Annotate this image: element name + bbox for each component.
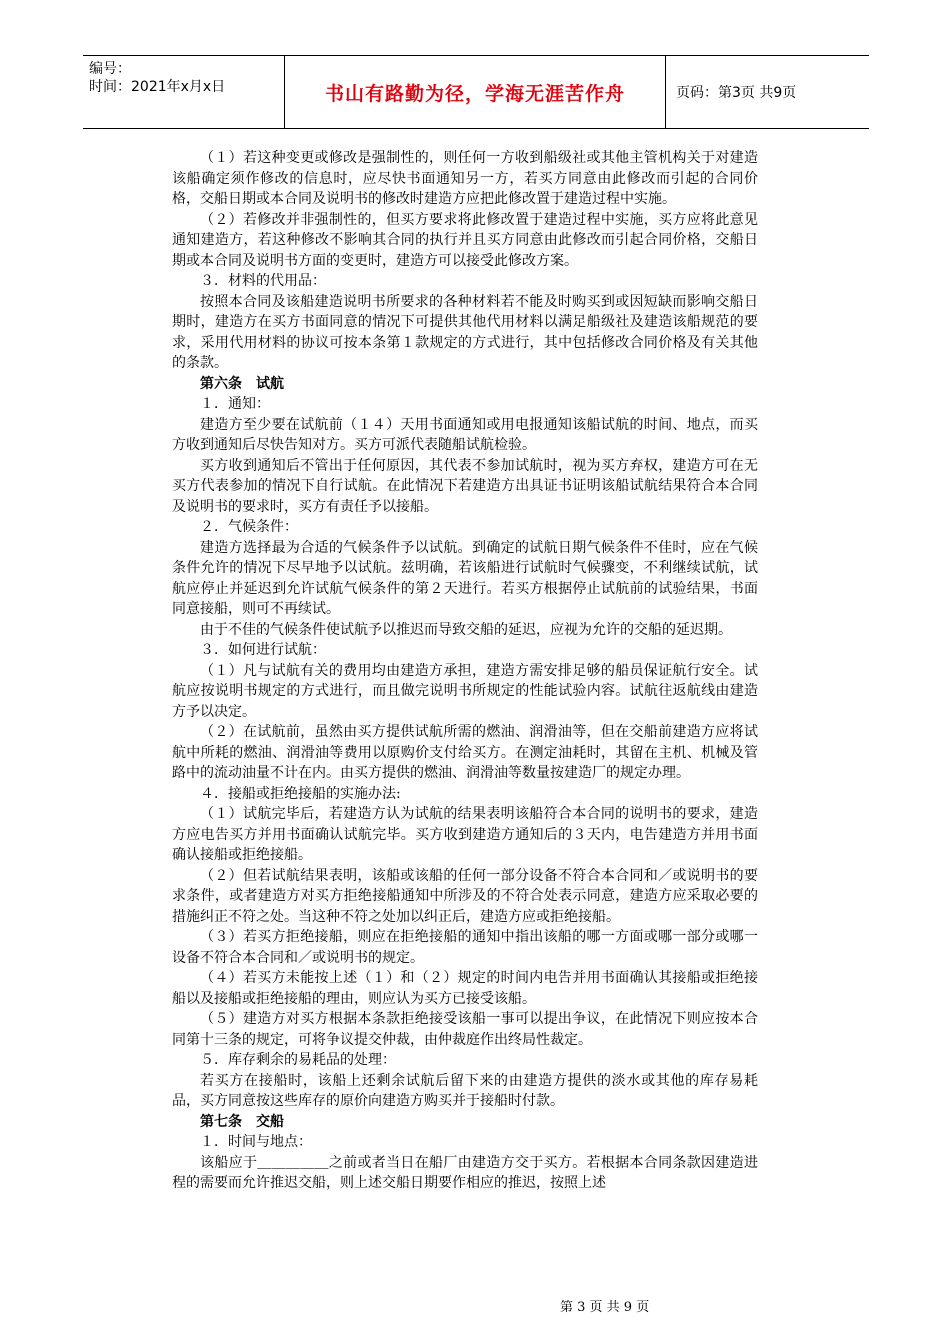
body-paragraph: ５．库存剩余的易耗品的处理： — [200, 1052, 396, 1068]
body-paragraph: 建造方选择最为合适的气候条件予以试航。到确定的试航日期气候条件不佳时，应在气候条件允许的情况下尽早地予以试航。兹明确，若该船进行试航时气候骤变，不利继续试航，试航应停止并延迟到允许试航气候条件的第２天进行。若买方根据停止试航前的试验结果，书面同意接船，则可不再续试。 — [172, 539, 758, 617]
body-paragraph: ３．如何进行试航： — [200, 642, 326, 658]
body-paragraph: （２）若修改并非强制性的，但买方要求将此修改置于建造过程中实施，买方应将此意见通知建造方，若这种修改不影响其合同的执行并且买方同意由此修改而引起合同价格，交船日期或本合同及说明书方面的变更时，建造方可以接受此修改方案。 — [172, 211, 758, 269]
body-paragraph: （１）若这种变更或修改是强制性的，则任何一方收到船级社或其他主管机构关于对建造该船确定须作修改的信息时，应尽快书面通知另一方，若买方同意由此修改而引起的合同价格，交船日期或本合同及说明书的修改时建造方应把此修改置于建造过程中实施。 — [172, 150, 758, 207]
body-paragraph: 该船应于＿＿＿＿＿之前或者当日在船厂由建造方交于买方。若根据本合同条款因建造进程的需要而允许推迟交船，则上述交船日期要作相应的推迟，按照上述 — [172, 1154, 758, 1191]
body-paragraph: （５）建造方对买方根据本条款拒绝接受该船一事可以提出争议，在此情况下则应按本合同第十三条的规定，可将争议提交仲裁，由仲裁庭作出终局性裁定。 — [172, 1011, 758, 1048]
header-meta — [83, 56, 285, 128]
header-page-info: 页码：第3页 共9页 — [676, 85, 797, 101]
body-paragraph: 由于不佳的气候条件使试航予以推迟而导致交船的延迟，应视为允许的交船的延迟期。 — [200, 621, 732, 638]
body-paragraph: ４．接船或拒绝接船的实施办法: — [200, 785, 401, 802]
body-paragraph: 建造方至少要在试航前（１４）天用书面通知或用电报通知该船试航的时间、地点，而买方收到通知后尽快告知对方。买方可派代表随船试航检验。 — [172, 416, 758, 453]
body-paragraph: （２）在试航前，虽然由买方提供试航所需的燃油、润滑油等，但在交船前建造方应将试航中所耗的燃油、润滑油等费用以原购价支付给买方。在测定油耗时，其留在主机、机械及管路中的流动油量不计在内。由买方提供的燃油、润滑油等数量按建造厂的规定办理。 — [172, 724, 758, 781]
body-paragraph: （１）凡与试航有关的费用均由建造方承担，建造方需安排足够的船员保证航行安全。试航应按说明书规定的方式进行，而且做完说明书所规定的性能试验内容。试航往返航线由建造方予以决定。 — [172, 662, 758, 720]
body-paragraph: 按照本合同及该船建造说明书所要求的各种材料若不能及时购买到或因短缺而影响交船日期时，建造方在买方书面同意的情况下可提供其他代用材料以满足船级社及建造该船规范的要求，采用代用材料的协议可按本条第１款规定的方式进行，其中包括修改合同价格及有关其他的条款。 — [172, 293, 758, 371]
body-paragraph: （２）但若试航结果表明，该船或该船的任何一部分设备不符合本合同和／或说明书的要求条件，或者建造方对买方拒绝接船通知中所涉及的不符合处表示同意，建造方应采取必要的措施纠正不符之处。当这种不符之处加以纠正后，建造方应或拒绝接船。 — [172, 867, 758, 925]
header-motto: 书山有路勤为径，学海无涯苦作舟 — [324, 82, 625, 105]
body-paragraph: （４）若买方未能按上述（１）和（２）规定的时间内电告并用书面确认其接船或拒绝接船以及接船或拒绝接船的理由，则应认为买方已接受该船。 — [172, 970, 758, 1007]
body-paragraph: （１）试航完毕后，若建造方认为试航的结果表明该船符合本合同的说明书的要求，建造方应电告买方并用书面确认试航完毕。买方收到建造方通知后的３天内，电告建造方并用书面确认接船或拒绝接船。 — [172, 806, 758, 863]
body-paragraph: 若买方在接船时，该船上还剩余试航后留下来的由建造方提供的淡水或其他的库存易耗品，买方同意按这些库存的原价向建造方购买并于接船时付款。 — [172, 1072, 758, 1109]
page-footer — [560, 1296, 649, 1315]
footer-page-number: 第 3 页 共 9 页 — [560, 1300, 650, 1315]
section-heading: 第六条 试航 — [200, 375, 284, 392]
header-page-info-cell — [666, 56, 869, 128]
body-paragraph: ３．材料的代用品： — [200, 273, 326, 289]
body-paragraph: １．通知： — [200, 396, 270, 412]
document-body — [172, 148, 758, 1194]
body-paragraph: （３）若买方拒绝接船，则应在拒绝接船的通知中指出该船的哪一方面或哪一部分或哪一设备不符合本合同和／或说明书的规定。 — [172, 929, 758, 966]
section-heading: 第七条 交船 — [200, 1113, 284, 1130]
document-number-label: 编号： — [89, 61, 131, 77]
body-paragraph: ２．气候条件： — [200, 519, 298, 535]
body-paragraph: 买方收到通知后不管出于任何原因，其代表不参加试航时，视为买方弃权，建造方可在无买方代表参加的情况下自行试航。在此情况下若建造方出具证书证明该船试航结果符合本合同及说明书的要求时，买方有责任予以接船。 — [172, 457, 758, 515]
header-motto-cell — [285, 56, 666, 128]
body-paragraph: １．时间与地点： — [200, 1134, 312, 1150]
document-time-label: 时间：2021年x月x日 — [89, 79, 226, 95]
page-header — [83, 55, 869, 129]
